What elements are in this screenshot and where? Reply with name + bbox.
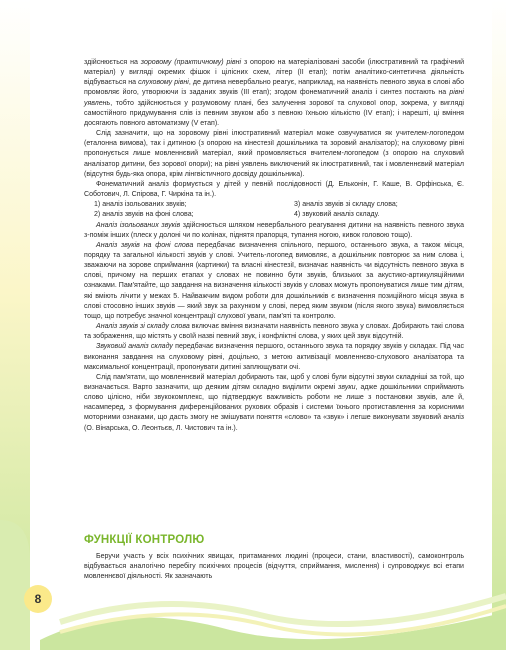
text-run: передбачає визначення спільного, першого, останнього звука, а також місця, порядку та загальної кількості звуків у слові. Учитель-логопед вимовляє, а дошкільник повторює за ним слова і, зважаючи на зорове сприймання (картинки) та власні кінестезії, визначає наявність чи відсутність певного звука в слові, причому на перших етапах у словах не повинно бути звуків, близьких за акустико-артикуляційними ознаками. Пам'ятайте, що завдання на визначення кількості звуків у словах можуть пропонуватися лише тим дітям, які вміють лічити у межах 5. Найважчим видом роботи для дошкільників є визначення позиційного місця звука в слові стосовно інших звуків — який звук за рахунком у слові, перед яким звуком (після якого звука) вимовляється тощо, що потребує значної концентрації слухової уваги, пам'яті та контролю. (84, 241, 464, 320)
text-run: з опорою на матеріалізовані засоби (ілюстративний та графічний матеріал) у вигляді окремих фішок і цілісних схем, літер (II етап); потім аналітико-синтетична діяльність відбувається на (84, 59, 464, 87)
paragraph (84, 58, 464, 129)
text-run: , тобто здійснюється у розумовому плані, без залучення зорової та слухової опор, зокрема, у вигляді самостійного придумування слів із певним звуком або з певною їхньою кількістю (IV етап); і нарешті, ці вміння досягають повного автоматизму (V етап). (84, 99, 464, 127)
text-run: здійснюється шляхом невербального реагування дитини на наявність певного звука з-поміж інших (плеск у долоні чи по колінах, піднятя прапорця, тупання ногою, кивок головою тощо). (84, 221, 464, 239)
list-item: 4) звуковий аналіз складу. (294, 211, 380, 219)
italic-term: Звуковий аналіз складу (96, 343, 173, 351)
italic-term: Аналіз ізольованих звуків (96, 221, 181, 229)
main-text (84, 58, 464, 434)
paragraph (84, 322, 464, 342)
text-run: здійснюється на (84, 59, 141, 66)
enumerated-list (94, 200, 464, 220)
text-run: Слід зазначити, що на зоровому рівні ілюстративний матеріал може озвучуватися як учителем-логопедом (еталонна вимова), так і дитиною (з опорою на кінестезії дошкільника та зоровий аналізатор); на слуховому рівні пропонується лише мовленнєвий матеріал, який промовляється вчителем-логопедом (з опорою на слуховий аналізатор дитини, без зорової опори); на рівні уявлень виключений як ілюстративний, так і мовленнєвий матеріал (відсутня будь-яка опора, крім лінгвістичного досвіду дошкільника). (84, 130, 464, 178)
italic-term: звуки (338, 384, 356, 391)
italic-term: зоровому (практичному) рівні (140, 59, 242, 66)
text-run: включає вміння визначати наявність певного звука у словах. Добирають такі слова та зображення, що містять у своїй назві певний звук, і конфліктні слова, у яких цей звук відсутній. (84, 323, 464, 341)
text-run: Слід пам'ятати, що мовленнєвий матеріал добирають так, щоб у слові були відсутні звуки складніші за той, що визначається. Варто зазначити, що деяким дітям складно виділити окремі (84, 373, 464, 391)
italic-term: Аналіз звуків на фоні слова (96, 241, 194, 249)
section-text (84, 552, 464, 582)
paragraph (84, 373, 464, 434)
list-item: 2) аналіз звуків на фоні слова; (94, 211, 194, 219)
paragraph: Беручи участь у всіх психічних явищах, притаманних людині (процеси, стани, властивості), самоконтроль відбувається аналогічно перебігу психічних процесів (відчуття, сприймання, мислення) і супроводжує всі етапи мовленнєвої діяльності. Як зазначають (84, 553, 464, 581)
italic-term: Аналіз звуків зі складу слова (96, 323, 190, 331)
paragraph (84, 129, 464, 180)
text-run: Фонематичний аналіз формується у дітей у певній послідовності (Д. Ельконін, Г. Каше, В. Орфінська, Є. Соботович, Л. Спірова, Г. Чиркіна та ін.). (84, 180, 464, 199)
section-heading: ФУНКЦІЇ КОНТРОЛЮ (84, 534, 205, 546)
text-run: передбачає визначення першого, останнього звука та порядку звуків у складах. Під час виконання завдання на слуховому рівні, доцільно, з метою активізації мовленнєво-слухового аналізатора та максимальної концентрації, пропонувати дитині заплющувати очі. (84, 343, 464, 371)
paragraph (84, 241, 464, 322)
italic-term: слуховому рівні (138, 79, 189, 87)
list-item: 1) аналіз ізольованих звуків; (94, 201, 187, 209)
list-item: 3) аналіз звуків зі складу слова; (294, 201, 398, 209)
text-run: , адже дошкільники сприймають слово цілісно, ніби звукокомплекс, що підтверджує важливість роботи не лише з постановки звуків, але й, насамперед, з формування диференційованих рухових образів і системи їхнього протиставлення за корисними моторними ознаками, що дасть змогу не змішувати поняття «слово» та «звук» і легше виконувати звуковий аналіз (О. Вінарська, О. Леонтьєв, Л. Чистович та ін.). (84, 384, 464, 432)
italic-term: рівні уявлень (84, 89, 464, 107)
paragraph (84, 342, 464, 372)
text-run: , де дитина невербально реагує, наприклад, на наявність певного звука в слові або промовляє його, утворюючи із заданих звуків (III етап); згодом фонематичний аналіз і синтез постають на (84, 79, 464, 97)
page-number: 8 (24, 585, 52, 613)
paragraph (84, 180, 464, 200)
paragraph (84, 221, 464, 241)
